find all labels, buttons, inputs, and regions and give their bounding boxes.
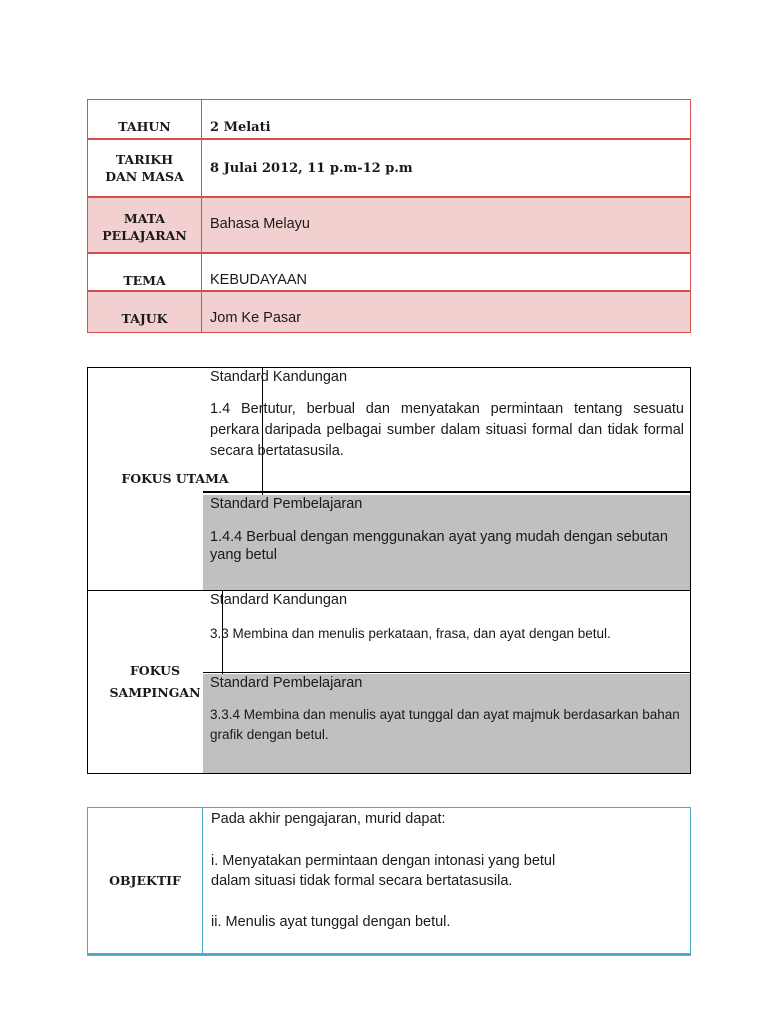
sampingan-sp-heading: Standard Pembelajaran (210, 675, 363, 691)
value-tajuk: Jom Ke Pasar (210, 310, 302, 326)
fokus-utama-block (88, 368, 690, 591)
utama-sk-text: 1.4 Bertutur, berbual dan menyatakan permintaan tentang sesuatu perkara daripada pelbagai sumber dalam situasi formal dan tidak formal secara bertatasusila. (210, 401, 684, 459)
utama-standard-kandungan (203, 368, 690, 493)
label-fokus-utama: FOKUS UTAMA (88, 368, 263, 590)
value-tarikh: 8 Julai 2012, 11 p.m-12 p.m (210, 161, 413, 176)
utama-sp-heading: Standard Pembelajaran (210, 496, 363, 512)
label-objektif: OBJEKTIF (88, 808, 203, 953)
fokus-table (87, 367, 691, 774)
row-tema (87, 253, 691, 291)
sampingan-sk-text: 3.3 Membina dan menulis perkataan, frasa, dan ayat dengan betul. (210, 626, 611, 641)
objektif-item-1-line-2: dalam situasi tidak formal secara bertatasusila. (211, 873, 513, 889)
row-mata-pelajaran (87, 197, 691, 253)
sampingan-standard-pembelajaran (203, 674, 690, 773)
objektif-intro: Pada akhir pengajaran, murid dapat: (211, 811, 446, 827)
row-tahun (87, 99, 691, 139)
objektif-item-2: ii. Menulis ayat tunggal dengan betul. (211, 914, 451, 930)
objektif-content (203, 808, 690, 932)
value-tema: KEBUDAYAAN (210, 272, 307, 288)
utama-sp-text: 1.4.4 Berbual dengan menggunakan ayat yang mudah dengan sebutan yang betul (210, 529, 668, 563)
row-tarikh (87, 139, 691, 197)
label-tarikh: TARIKH DAN MASA (88, 140, 202, 196)
sampingan-sk-heading: Standard Kandungan (210, 592, 348, 608)
label-tahun: TAHUN (88, 100, 202, 138)
label-tema: TEMA (88, 254, 202, 290)
objektif-table (87, 807, 691, 956)
utama-sk-heading: Standard Kandungan (210, 369, 348, 385)
value-mata-pelajaran: Bahasa Melayu (210, 216, 310, 232)
lesson-info-table (87, 99, 691, 333)
row-tajuk (87, 291, 691, 333)
sampingan-sp-text: 3.3.4 Membina dan menulis ayat tunggal dan ayat majmuk berdasarkan bahan grafik dengan betul. (210, 707, 680, 742)
label-mata-pelajaran: MATA PELAJARAN (88, 198, 202, 252)
label-fokus-sampingan: FOKUS SAMPINGAN (88, 591, 223, 773)
objektif-item-1-line-1: i. Menyatakan permintaan dengan intonasi yang betul (211, 853, 556, 869)
utama-standard-pembelajaran (203, 495, 690, 590)
fokus-sampingan-block (88, 591, 690, 773)
label-tajuk: TAJUK (88, 292, 202, 332)
sampingan-standard-kandungan (203, 591, 690, 673)
value-tahun: 2 Melati (210, 120, 271, 135)
